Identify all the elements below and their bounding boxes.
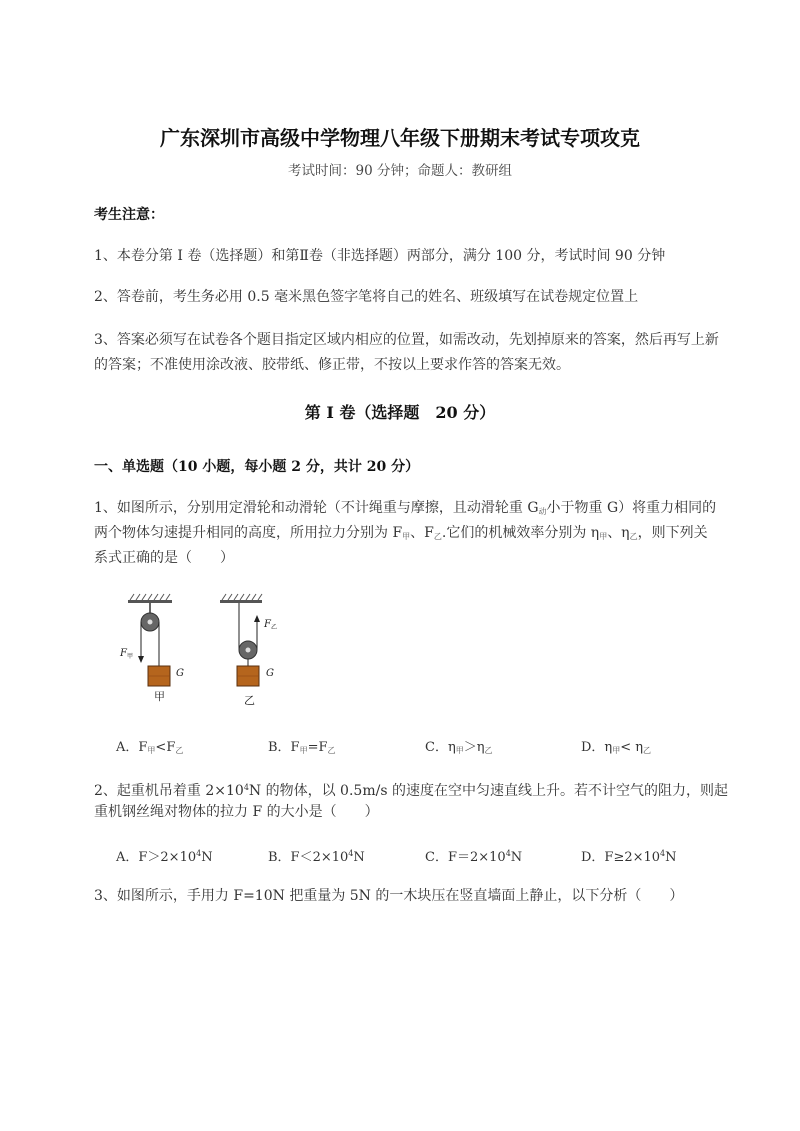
option-text: N <box>353 850 365 865</box>
option-exp: 4 <box>196 849 202 858</box>
q1-option-d[interactable] <box>581 736 651 756</box>
q1-text: 小于物重 G）将重力相同的 <box>546 500 717 516</box>
movable-pulley-diagram <box>220 594 262 686</box>
option-text: B．F＜2×10 <box>268 850 349 865</box>
option-exp: 4 <box>348 849 354 858</box>
option-exp: 4 <box>505 849 511 858</box>
label-jia: 甲 <box>154 690 165 703</box>
q1-text: ，则下列关 <box>637 525 708 541</box>
option-text: < η <box>620 740 644 755</box>
q2-text: 2、起重机吊着重 2×10 <box>94 783 244 799</box>
question-1-line-3: 系式正确的是（ ） <box>94 550 234 566</box>
option-sub: 甲 <box>299 746 308 755</box>
pulley-figure <box>110 592 290 712</box>
option-text: A．F <box>116 740 148 755</box>
fixed-pulley-diagram <box>128 594 172 686</box>
option-text: N <box>510 850 523 865</box>
force-sub-right: 乙 <box>271 624 278 631</box>
question-1-line-2 <box>94 521 708 549</box>
q1-text: 两个物体匀速提升相同的高度，所用拉力分别为 F <box>94 525 403 541</box>
ceiling-left <box>128 600 172 603</box>
q2-option-c[interactable] <box>425 846 522 865</box>
weight-label-left: G <box>176 668 184 679</box>
weight-label-right: G <box>266 668 274 679</box>
q2-option-a[interactable] <box>116 846 213 865</box>
option-text: ＞η <box>463 740 485 755</box>
option-text: N <box>665 850 677 865</box>
q1-sub: 乙 <box>629 532 638 541</box>
section-title: 第 I 卷（选择题 20 分） <box>304 403 496 422</box>
group-heading: 一、单选题（10 小题，每小题 2 分，共计 20 分） <box>94 459 420 475</box>
q1-text: .它们的机械效率分别为 η <box>441 525 600 541</box>
option-sub: 乙 <box>175 746 184 755</box>
q2-text: N 的物体，以 0.5m/s 的速度在空中匀速直线上升。若不计空气的阻力，则起 <box>248 783 728 799</box>
q1-text: 、F <box>410 525 434 541</box>
q1-sub: 甲 <box>402 532 411 541</box>
option-sub: 乙 <box>484 746 493 755</box>
option-text: D．η <box>581 740 613 755</box>
notice-item-3: 3、答案必须写在试卷各个题目指定区域内相应的位置，如需改动，先划掉原来的答案，然后再写上新 <box>94 332 719 348</box>
q2-option-b[interactable] <box>268 846 365 865</box>
option-text: B．F <box>268 740 300 755</box>
page-title: 广东深圳市高级中学物理八年级下册期末考试专项攻克 <box>160 126 640 150</box>
q2-exponent: 4 <box>243 783 249 792</box>
option-text: C．F＝2×10 <box>425 850 506 865</box>
option-sub: 甲 <box>147 746 156 755</box>
notice-item-2: 2、答卷前，考生务必用 0.5 毫米黑色签字笔将自己的姓名、班级填写在试卷规定位置上 <box>94 289 639 305</box>
option-exp: 4 <box>660 849 666 858</box>
option-text: D．F≥2×10 <box>581 850 661 865</box>
notice-item-3-cont: 的答案；不准使用涂改液、胶带纸、修正带，不按以上要求作答的答案无效。 <box>94 357 570 373</box>
option-text: C．η <box>425 740 456 755</box>
q1-option-b[interactable] <box>268 736 336 756</box>
q2-option-d[interactable] <box>581 846 677 865</box>
question-3-line-1: 3、如图所示，手用力 F=10N 把重量为 5N 的一木块压在竖直墙面上静止，以下分析（ ） <box>94 888 684 904</box>
q1-sub: 乙 <box>433 532 442 541</box>
question-2-line-2: 重机钢丝绳对物体的拉力 F 的大小是（ ） <box>94 804 379 820</box>
q1-text: 1、如图所示，分别用定滑轮和动滑轮（不计绳重与摩擦，且动滑轮重 G <box>94 500 539 516</box>
force-label-left: F <box>120 648 127 659</box>
option-sub: 乙 <box>327 746 336 755</box>
notice-item-1: 1、本卷分第 I 卷（选择题）和第Ⅱ卷（非选择题）两部分，满分 100 分，考试时间 90 分钟 <box>94 248 666 264</box>
notice-heading: 考生注意： <box>94 207 164 223</box>
option-text: =F <box>307 740 328 755</box>
option-text: <F <box>155 740 176 755</box>
ceiling-right <box>220 600 262 603</box>
question-1-line-1 <box>94 496 716 524</box>
option-text: N <box>201 850 213 865</box>
q1-option-a[interactable] <box>116 736 183 756</box>
q1-sub: 动 <box>538 507 547 516</box>
q1-sub: 甲 <box>599 532 608 541</box>
exam-info: 考试时间：90 分钟；命题人：教研组 <box>288 163 512 179</box>
q1-text: 、η <box>607 525 630 541</box>
option-sub: 甲 <box>455 746 464 755</box>
force-label-right: F <box>264 619 271 630</box>
option-text: A．F＞2×10 <box>116 850 197 865</box>
force-sub-left: 甲 <box>127 653 134 660</box>
label-yi: 乙 <box>244 694 255 707</box>
q1-option-c[interactable] <box>425 736 493 756</box>
option-sub: 乙 <box>643 746 652 755</box>
option-sub: 甲 <box>612 746 621 755</box>
